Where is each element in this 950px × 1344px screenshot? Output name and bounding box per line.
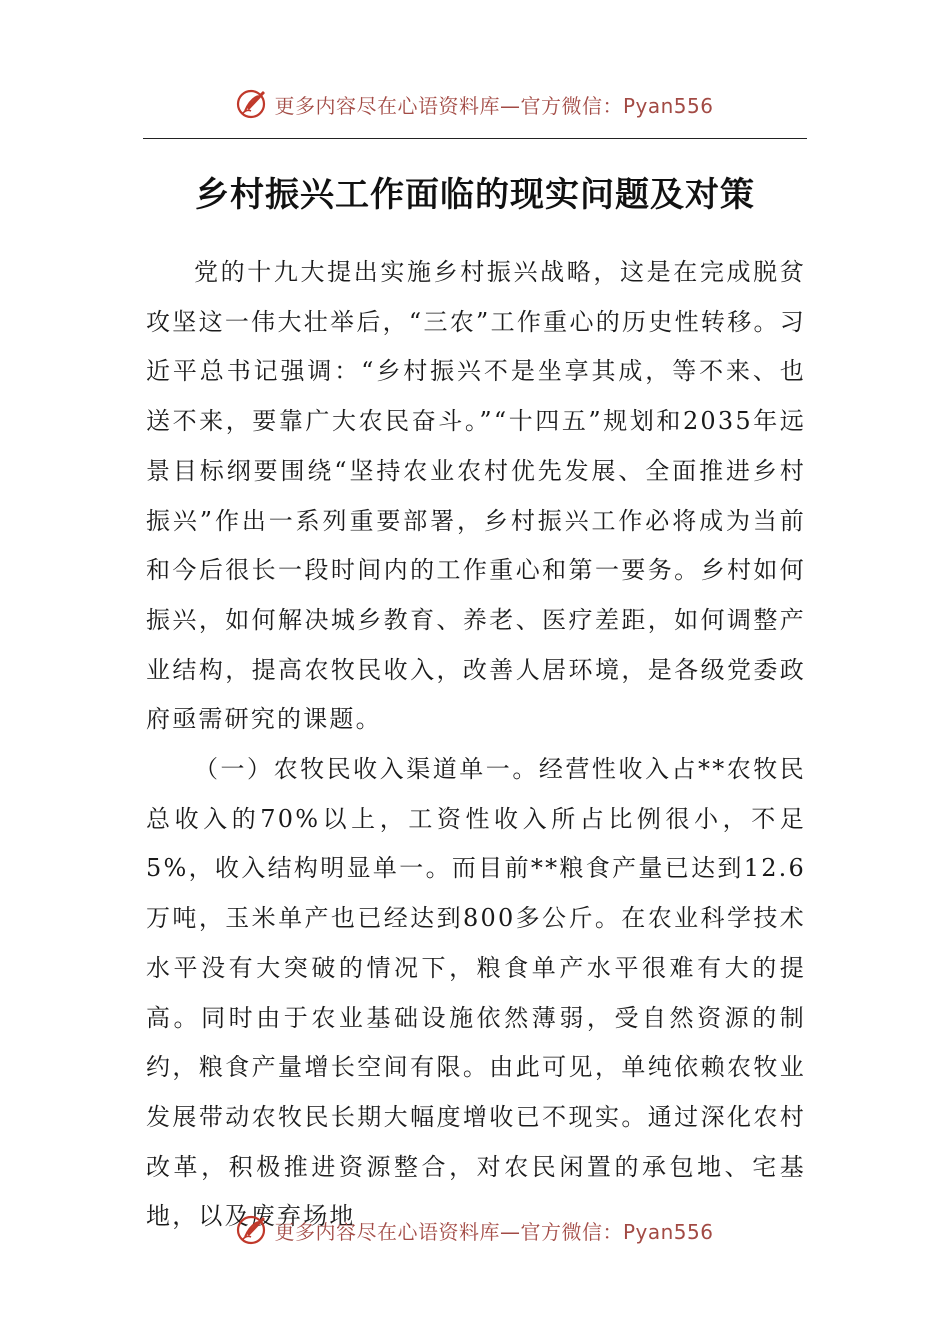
pen-logo-icon [236,1213,270,1247]
header-banner [0,84,950,124]
paragraph-intro: 党的十九大提出实施乡村振兴战略，这是在完成脱贫攻坚这一伟大壮举后，“三农”工作重心的历史性转移。习近平总书记强调：“乡村振兴不是坐享其成，等不来、也送不来，要靠广大农民奋斗。”“十四五”规划和2035年远景目标纲要围绕“坚持农业农村优先发展、全面推进乡村振兴”作出一系列重要部署，乡村振兴工作必将成为当前和今后很长一段时间内的工作重心和第一要务。乡村如何振兴，如何解决城乡教育、养老、医疗差距，如何调整产业结构，提高农牧民收入，改善人居环境，是各级党委政府亟需研究的课题。 [146,258,806,734]
banner-text: 更多内容尽在心语资料库—官方微信：Pyan556 [274,93,714,118]
document-title: 乡村振兴工作面临的现实问题及对策 [195,174,755,215]
document-body [146,248,806,1242]
banner-text: 更多内容尽在心语资料库—官方微信：Pyan556 [274,1219,714,1244]
header-rule [143,138,807,139]
footer-banner [0,1210,950,1250]
paragraph-section-1: （一）农牧民收入渠道单一。经营性收入占**农牧民总收入的70%以上，工资性收入所占比例很小，不足5%，收入结构明显单一。而目前**粮食产量已达到12.6万吨，玉米单产也已经达到800多公斤。在农业科学技术水平没有大突破的情况下，粮食单产水平很难有大的提高。同时由于农业基础设施依然薄弱，受自然资源的制约，粮食产量增长空间有限。由此可见，单纯依赖农牧业发展带动农牧民长期大幅度增收已不现实。通过深化农村改革，积极推进资源整合，对农民闲置的承包地、宅基地，以及废弃场地 [146,755,806,1231]
pen-logo-icon [236,87,270,121]
